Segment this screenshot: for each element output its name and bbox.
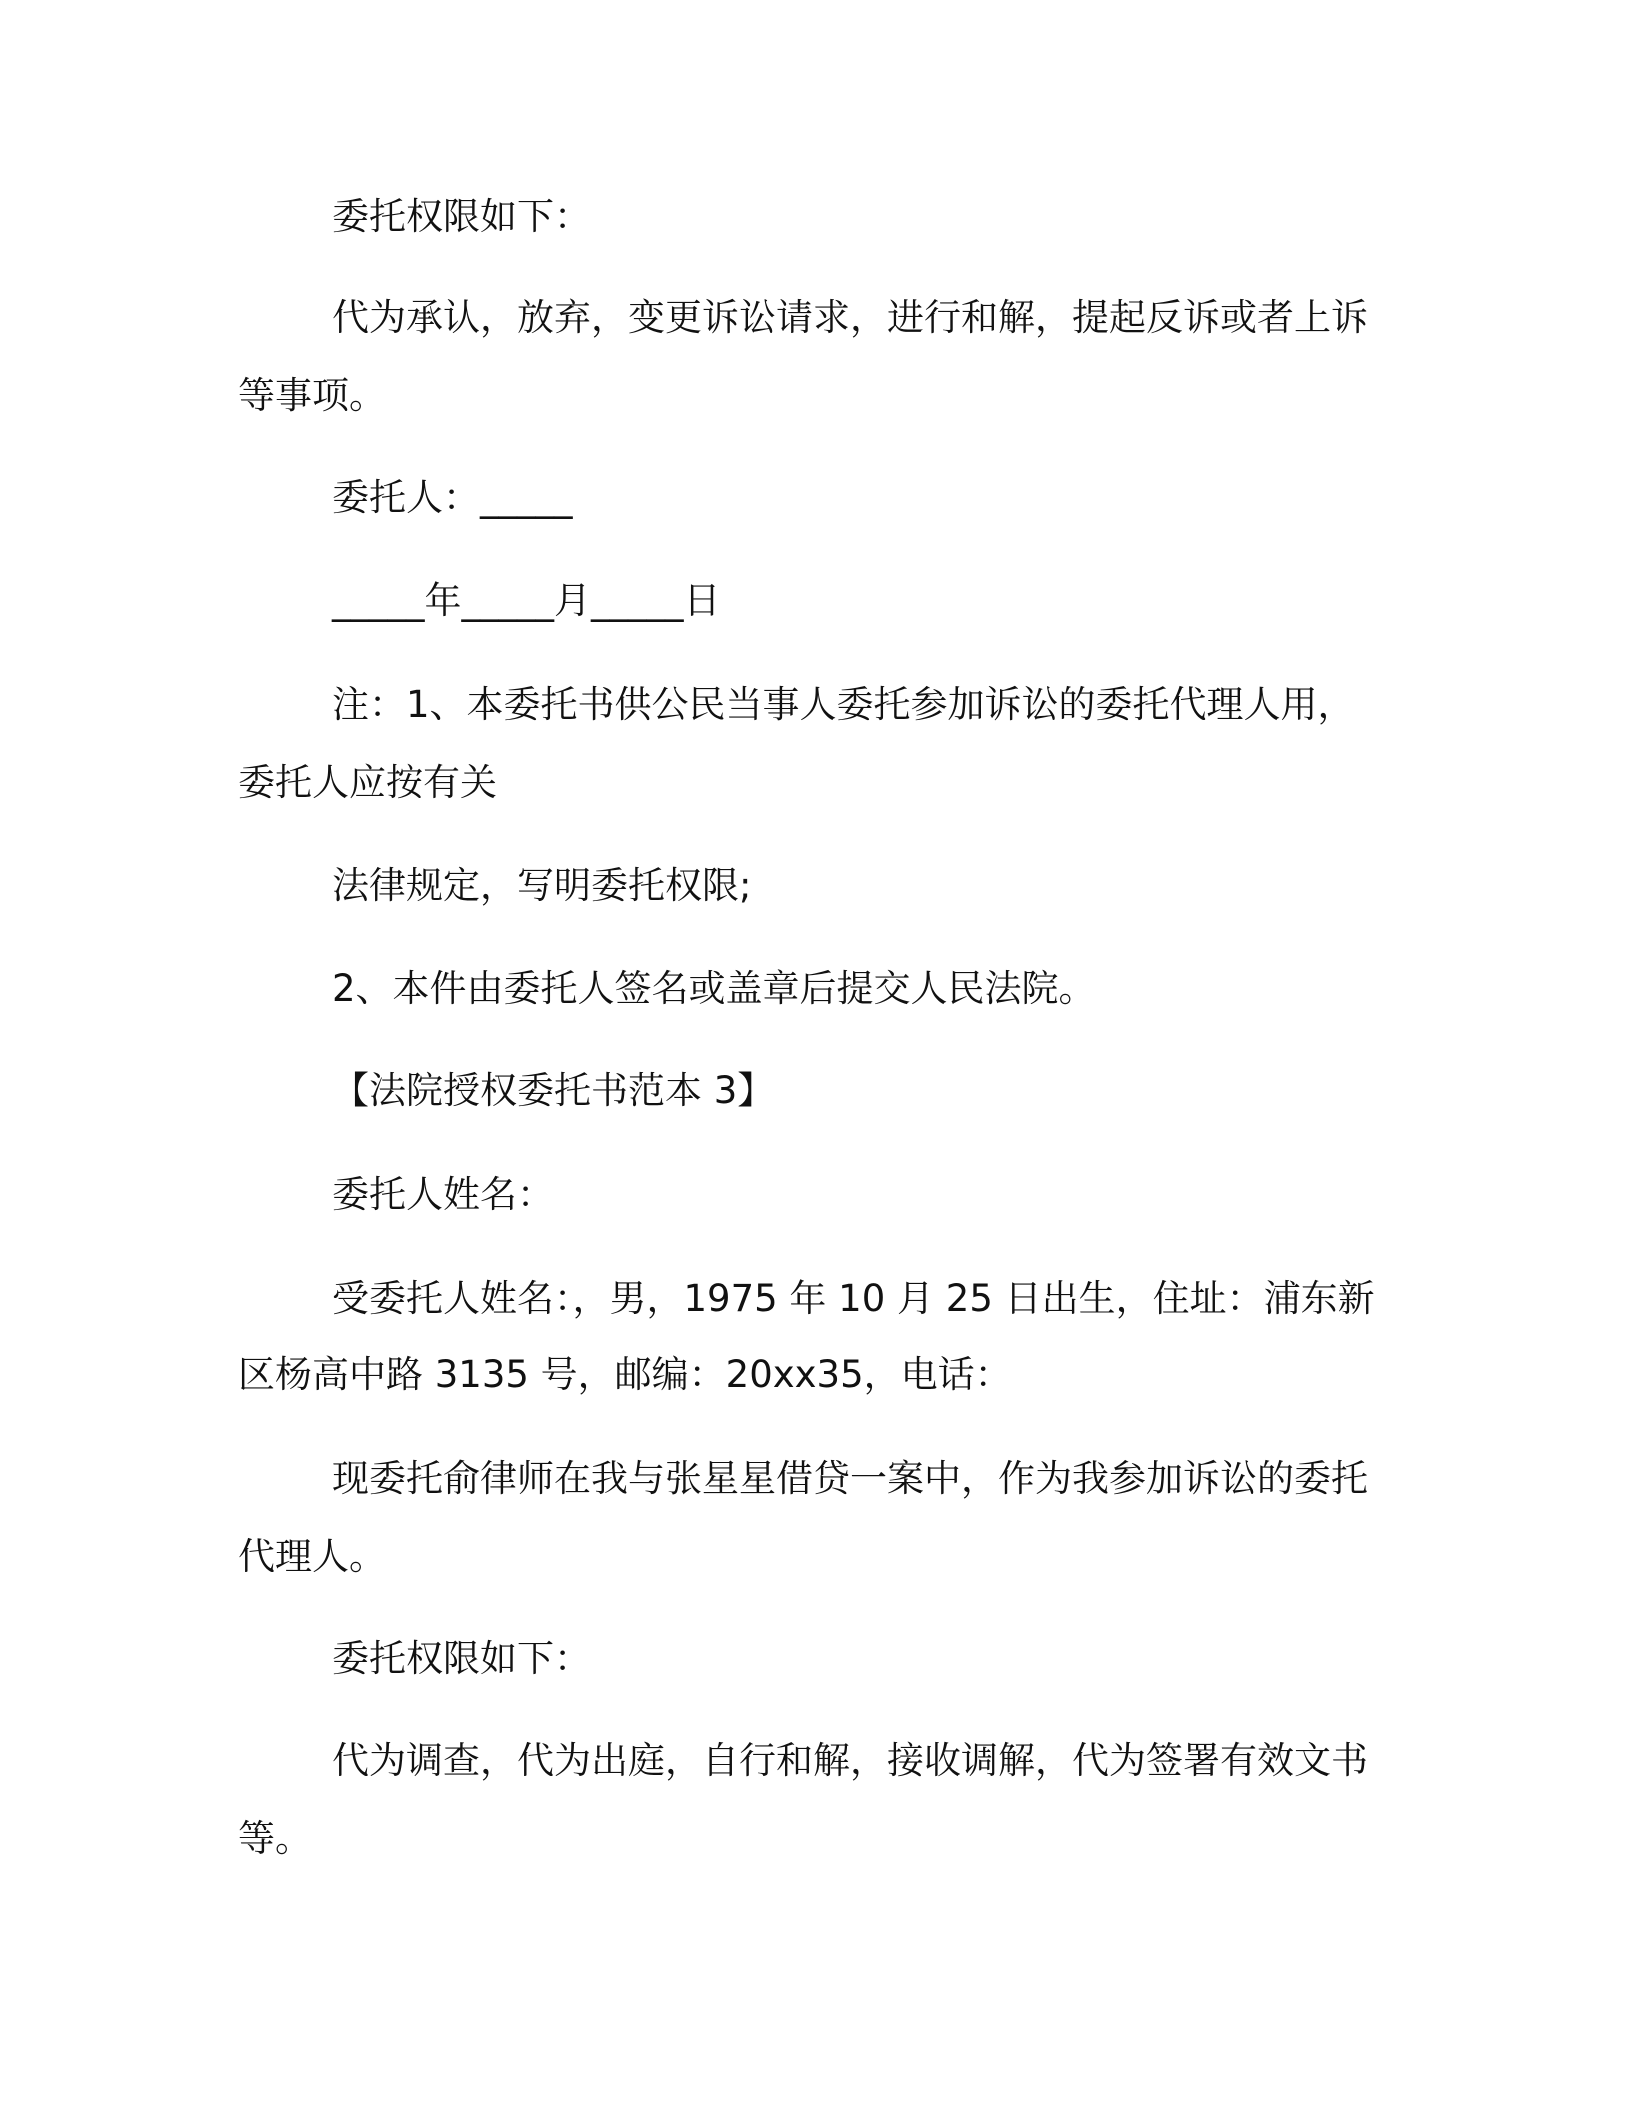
paragraph-line-2: 代为承认，放弃，变更诉讼请求，进行和解，提起反诉或者上诉	[332, 296, 1368, 339]
paragraph-line-11: 委托人姓名：	[332, 1173, 554, 1216]
paragraph-line-8: 法律规定，写明委托权限;	[332, 864, 752, 907]
paragraph-line-18: 等。	[238, 1817, 312, 1860]
paragraph-line-7: 委托人应按有关	[238, 761, 497, 804]
paragraph-line-13: 区杨高中路 3135 号，邮编：20xx35，电话：	[238, 1353, 1012, 1396]
section-heading: 【法院授权委托书范本 3】	[332, 1069, 775, 1112]
paragraph-line-9: 2、本件由委托人签名或盖章后提交人民法院。	[332, 967, 1096, 1010]
paragraph-line-16: 委托权限如下：	[332, 1637, 591, 1680]
paragraph-line-17: 代为调查，代为出庭，自行和解，接收调解，代为签署有效文书	[332, 1739, 1368, 1782]
paragraph-line-6: 注：1、本委托书供公民当事人委托参加诉讼的委托代理人用，	[332, 683, 1355, 726]
paragraph-line-15: 代理人。	[238, 1535, 386, 1578]
paragraph-line-5: _____年_____月_____日	[332, 579, 721, 622]
paragraph-line-3: 等事项。	[238, 374, 386, 417]
paragraph-line-12: 受委托人姓名：，男，1975 年 10 月 25 日出生，住址：浦东新	[332, 1277, 1375, 1320]
paragraph-line-14: 现委托俞律师在我与张星星借贷一案中，作为我参加诉讼的委托	[332, 1457, 1368, 1500]
paragraph-line-4: 委托人：_____	[332, 476, 573, 519]
paragraph-line-1: 委托权限如下：	[332, 195, 591, 238]
